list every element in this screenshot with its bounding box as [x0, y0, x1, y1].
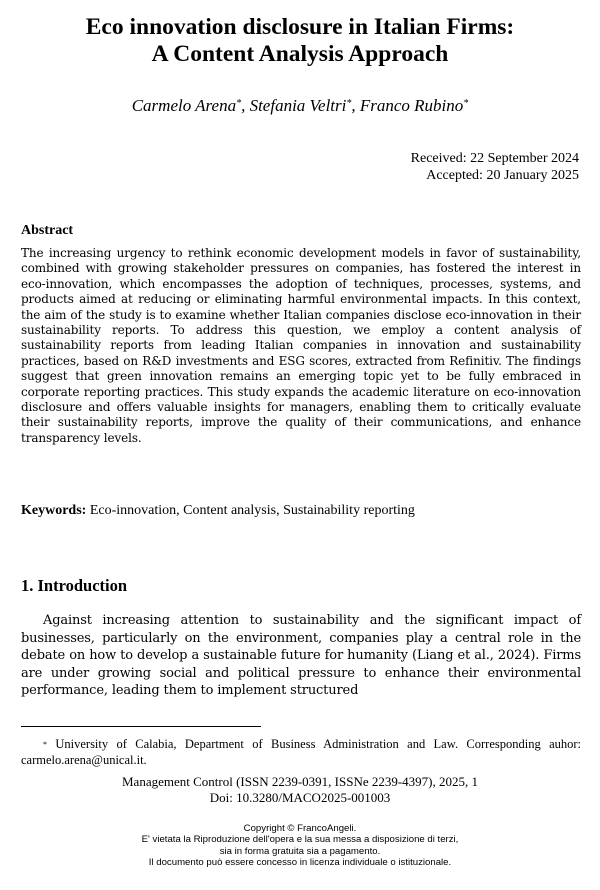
journal-doi: Doi: 10.3280/MACO2025-001003	[209, 789, 391, 805]
copyright-line: Copyright © FrancoAngeli.	[243, 823, 357, 834]
keywords-text: Eco-innovation, Content analysis, Sustainability reporting	[89, 503, 415, 518]
introduction-paragraph: Against increasing attention to sustainability and the significant impact of businesses, particularly on the environment, companies play a central role in the debate on how to develop a sustainable future for humanity (Liang et al., 2024). Firms are under growing social and political pressure to enhance their environmental performance, leading them to implement structured	[21, 613, 581, 698]
received-date: Received: 22 September 2024	[410, 151, 579, 166]
submission-dates	[411, 150, 579, 184]
title-line-1: Eco innovation disclosure in Italian Firms:	[85, 14, 515, 40]
keywords-label: Keywords:	[21, 503, 87, 518]
author-name: Stefania Veltri	[249, 96, 347, 115]
copyright-line: sia in forma gratuita sia a pagamento.	[219, 845, 381, 857]
author-affiliation-mark: *	[346, 98, 352, 109]
abstract-body: The increasing urgency to rethink economic development models in favor of sustainability, combined with growing stakeholder pressures on companies, has fostered the interest in eco-innovation, which encompasses the adoption of techniques, processes, systems, and products aimed at reducing or eliminating harmful environmental impacts. In this context, the aim of the study is to examine whether Italian companies disclose eco-innovation in their sustainability reports. To address this question, we employ a content analysis of sustainability reports from leading Italian companies in innovation and sustainability practices, based on R&D investments and ESG scores, extracted from Refinitiv. The findings suggest that green innovation remains an emerging topic yet to be fully embraced in corporate reporting practices. This study expands the academic literature on eco-innovation disclosure and offers valuable insights for managers, enabling them to critically evaluate their sustainability reports, improve the quality of their communications, and enhance transparency levels.	[21, 246, 581, 445]
footnote-mark: *	[43, 740, 47, 749]
section-heading	[21, 576, 127, 596]
keywords	[21, 502, 581, 519]
copyright-notice	[20, 823, 580, 868]
author-affiliation-mark: *	[463, 98, 469, 109]
author-name: Carmelo Arena	[131, 96, 237, 115]
accepted-date: Accepted: 20 January 2025	[426, 168, 579, 183]
footnote-divider	[21, 726, 261, 727]
title-line-2: A Content Analysis Approach	[151, 41, 449, 67]
author-list: Carmelo Arena*, Stefania Veltri*, Franco Rubino*	[131, 96, 469, 115]
abstract-heading: Abstract	[21, 223, 74, 238]
copyright-line: Il documento può essere concesso in licenza individuale o istituzionale.	[148, 856, 452, 868]
journal-info	[20, 774, 580, 805]
author-affiliation-mark: *	[236, 98, 242, 109]
author-name: Franco Rubino	[359, 96, 464, 115]
section-title: Introduction	[37, 576, 128, 595]
copyright-line: E' vietata la Riproduzione dell'opera e la sua messa a disposizione di terzi,	[141, 834, 459, 846]
section-number: 1.	[21, 576, 34, 595]
journal-citation: Management Control (ISSN 2239-0391, ISSNe 2239-4397), 2025, 1	[121, 774, 479, 789]
footnote-text: University of Calabia, Department of Business Administration and Law. Corresponding auhor: carmelo.arena@unical.it.	[21, 737, 581, 767]
footnote	[21, 737, 581, 768]
paper-title	[20, 14, 580, 68]
